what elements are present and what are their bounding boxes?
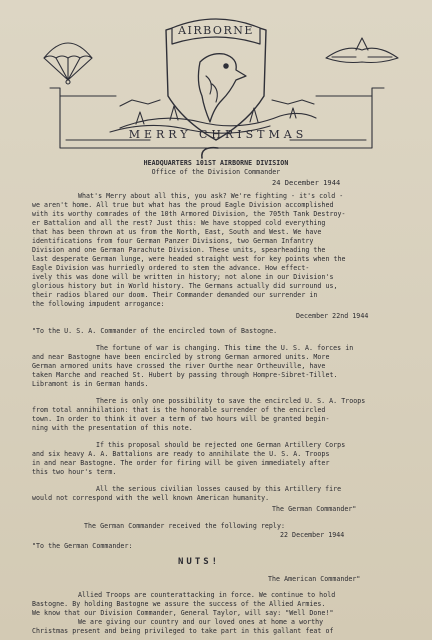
intro-line: their radios blared our doom. Their Commander demanded our surrender in <box>32 291 318 299</box>
ultimatum-line: this two hour's term. <box>32 468 117 476</box>
letter-date: 24 December 1944 <box>272 179 341 187</box>
intro-line: er Battalion and all the rest? Just this: We have stopped cold everything <box>32 219 326 227</box>
reply-date: 22 December 1944 <box>280 531 345 539</box>
intro-line: identifications from four German Panzer Divisions, two German Infantry <box>32 237 314 245</box>
ultimatum-signature: The German Commander" <box>272 505 357 513</box>
reply-signature: The American Commander" <box>268 575 361 583</box>
unit-heading: HEADQUARTERS 101ST AIRBORNE DIVISION <box>143 159 289 167</box>
ultimatum-line: and six heavy A. A. Battalions are ready to annihilate the U. S. A. Troops <box>32 450 330 458</box>
closing-line: Bastogne. By holding Bastogne we assure the success of the Allied Armies. <box>32 600 326 608</box>
nuts-reply: NUTS! <box>178 557 221 567</box>
intro-line: last desperate German lunge, were headed straight west for key points when the <box>32 255 346 263</box>
ultimatum-line: taken Marche and reached St. Hubert by passing through Hompre-Sibret-Tillet. <box>32 371 338 379</box>
ultimatum-line: in and near Bastogne. The order for firing will be given immediately after <box>32 459 330 467</box>
reply-intro: The German Commander received the following reply: <box>84 522 285 530</box>
reply-address: "To the German Commander: <box>32 542 133 550</box>
intro-line: Eagle Division was hurriedly ordered to stem the advance. How effect- <box>32 264 310 272</box>
ultimatum-line: town. In order to think it over a term of two hours will be granted begin- <box>32 415 330 423</box>
closing-line: Allied Troops are counterattacking in force. We continue to hold <box>78 591 336 599</box>
intro-line: ively this was done will be written in history; not alone in our Division's <box>32 273 334 281</box>
ultimatum-line: All the serious civilian losses caused by this Artillery fire <box>96 485 342 493</box>
intro-line: we aren't home. All true but what has the proud Eagle Division accomplished <box>32 201 334 209</box>
intro-line: with its worthy comrades of the 10th Armored Division, the 705th Tank Destroy- <box>32 210 346 218</box>
closing-line: We know that our Division Commander, General Taylor, will say: "Well Done!" <box>32 609 334 617</box>
closing-line: We are giving our country and our loved ones at home a worthy <box>78 618 324 626</box>
ultimatum-line: The fortune of war is changing. This time the U. S. A. forces in <box>96 344 354 352</box>
ultimatum-line: If this proposal should be rejected one German Artillery Corps <box>96 441 346 449</box>
ultimatum-line: ning with the presentation of this note. <box>32 424 193 432</box>
intro-line: glorious history but in World history. The Germans actually did surround us, <box>32 282 338 290</box>
intro-line: Division and one German Parachute Division. These units, spearheading the <box>32 246 326 254</box>
ultimatum-line: would not correspond with the well known American humanity. <box>32 494 270 502</box>
intro-line: the following impudent arrogance: <box>32 300 165 308</box>
ultimatum-line: There is only one possibility to save the encircled U. S. A. Troops <box>96 397 366 405</box>
intro-line: that has been thrown at us from the North, East, South and West. We have <box>32 228 322 236</box>
merry-christmas-banner: MERRY CHRISTMAS <box>128 128 308 141</box>
intro-line: What's Merry about all this, you ask? We're fighting - it's cold - <box>78 192 344 200</box>
ultimatum-line: German armored units have crossed the river Ourthe near Ortheuville, have <box>32 362 326 370</box>
closing-line: Christmas present and being privileged to take part in this gallant feat of <box>32 627 334 635</box>
insignia-tab-text: AIRBORNE <box>178 24 254 37</box>
ultimatum-address: "To the U. S. A. Commander of the encircled town of Bastogne. <box>32 327 278 335</box>
ultimatum-line: Libramont is in German hands. <box>32 380 149 388</box>
unit-office: Office of the Division Commander <box>151 168 281 176</box>
ultimatum-line: from total annihilation: that is the honorable surrender of the encircled <box>32 406 326 414</box>
ultimatum-line: and near Bastogne have been encircled by strong German armored units. More <box>32 353 330 361</box>
ultimatum-date: December 22nd 1944 <box>296 312 369 320</box>
